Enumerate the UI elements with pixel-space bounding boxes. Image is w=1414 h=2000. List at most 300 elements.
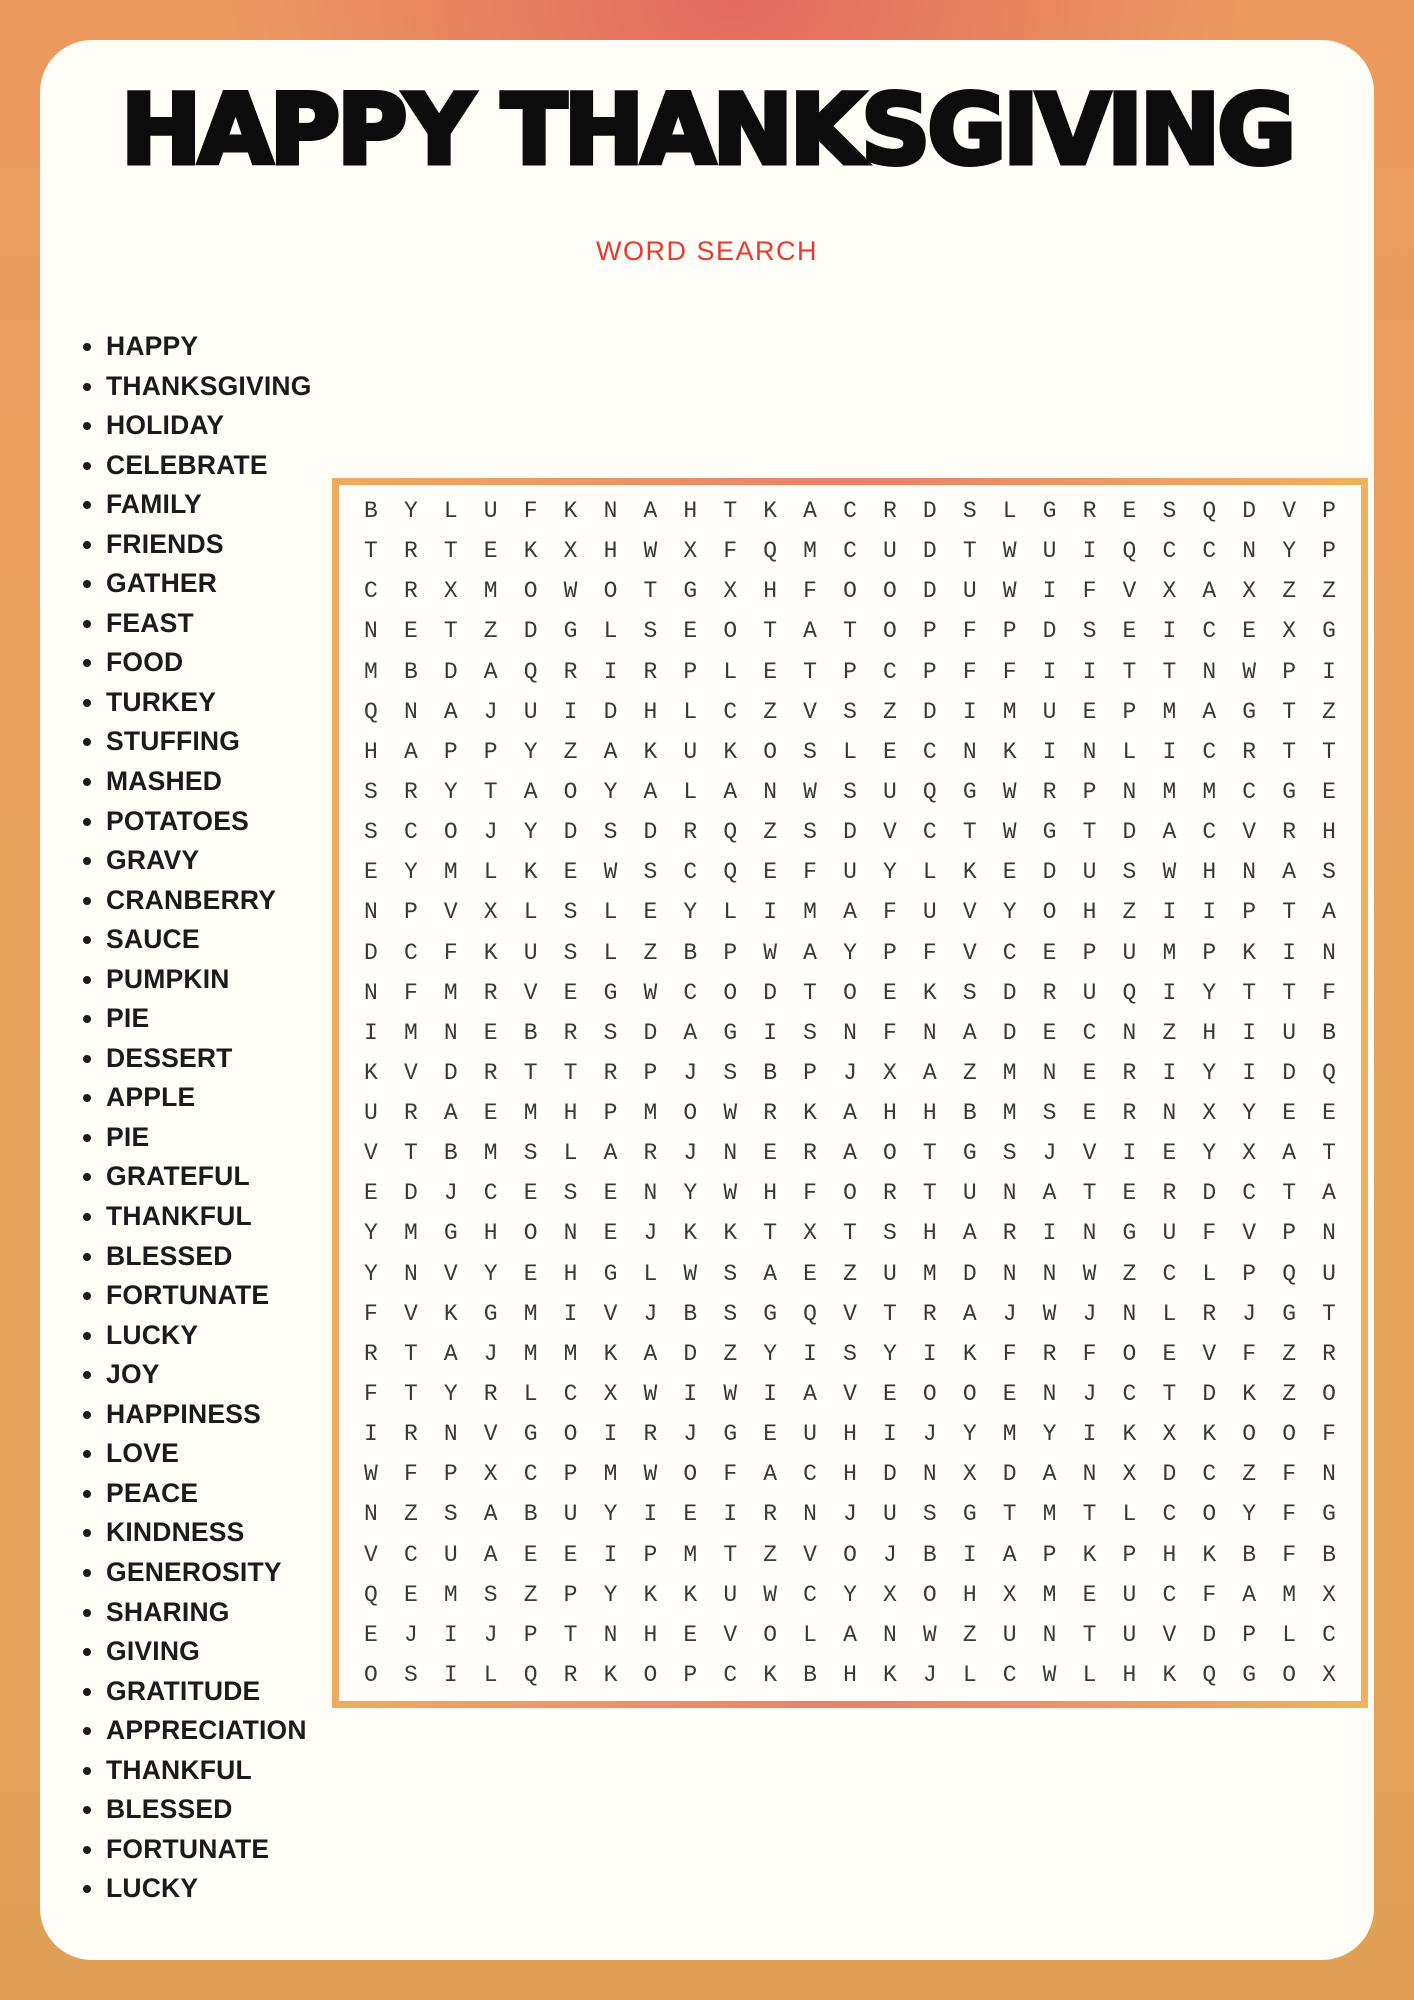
grid-letter: R: [563, 1019, 578, 1046]
grid-letter: S: [364, 819, 378, 846]
grid-letter: U: [883, 1501, 897, 1528]
word-list-item: • JOY: [106, 1355, 312, 1395]
grid-letter: M: [643, 1100, 658, 1127]
word-list-item: • THANKFUL: [106, 1197, 312, 1237]
grid-letter: U: [1082, 979, 1097, 1006]
grid-letter: A: [962, 1220, 977, 1247]
grid-letter: D: [1002, 1461, 1017, 1488]
grid-letter: F: [1282, 1541, 1297, 1568]
grid-letter: R: [1122, 1100, 1137, 1127]
grid-letter: H: [922, 1220, 937, 1247]
grid-letter: E: [1122, 498, 1137, 525]
grid-letter: L: [603, 618, 618, 645]
grid-letter: F: [1282, 1501, 1297, 1528]
grid-letter: K: [1202, 1421, 1217, 1448]
grid-letter: D: [962, 1260, 977, 1287]
grid-letter: Z: [1282, 1340, 1297, 1367]
word-list-item: • TURKEY: [106, 683, 312, 723]
grid-letter: G: [763, 1300, 778, 1327]
word-list-item: • FRIENDS: [106, 525, 312, 565]
grid-letter: S: [1002, 1140, 1017, 1167]
grid-letter: A: [1202, 578, 1217, 605]
grid-letter: O: [1042, 899, 1057, 926]
grid-letter: F: [523, 498, 538, 525]
grid-letter: F: [803, 859, 817, 886]
grid-letter: X: [483, 1461, 498, 1488]
grid-letter: A: [843, 1100, 857, 1127]
grid-letter: C: [403, 819, 418, 846]
grid-letter: Q: [523, 1661, 538, 1688]
grid-letter: T: [1082, 819, 1097, 846]
grid-letter: P: [483, 738, 498, 765]
grid-letter: B: [1242, 1541, 1257, 1568]
grid-letter: G: [603, 1260, 618, 1287]
grid-letter: U: [443, 1541, 458, 1568]
grid-letter: I: [883, 1421, 897, 1448]
grid-letter: G: [603, 979, 618, 1006]
grid-letter: A: [1042, 1461, 1057, 1488]
grid-letter: X: [1242, 1140, 1257, 1167]
word-list: [66, 327, 312, 1909]
grid-letter: Y: [403, 498, 418, 525]
grid-letter: O: [1122, 1340, 1137, 1367]
grid-letter: U: [523, 698, 538, 725]
grid-letter: K: [483, 939, 498, 966]
grid-letter: G: [962, 1140, 977, 1167]
grid-letter: E: [1122, 1180, 1137, 1207]
grid-letter: C: [1122, 1380, 1137, 1407]
grid-letter: Y: [1202, 979, 1217, 1006]
grid-letter: C: [1002, 1661, 1017, 1688]
grid-letter: D: [1042, 618, 1057, 645]
grid-letter: F: [1002, 658, 1017, 685]
grid-letter: Z: [1122, 1260, 1137, 1287]
grid-letter: B: [1322, 1541, 1336, 1568]
grid-letter: M: [1162, 698, 1177, 725]
grid-letter: H: [563, 1260, 578, 1287]
grid-letter: P: [523, 1621, 538, 1648]
grid-letter: F: [1002, 1340, 1017, 1367]
grid-letter: I: [1042, 578, 1057, 605]
grid-letter: T: [883, 1300, 897, 1327]
grid-letter: W: [1002, 778, 1017, 805]
grid-letter: B: [803, 1661, 817, 1688]
grid-letter: R: [1242, 738, 1257, 765]
grid-letter: E: [1042, 1019, 1057, 1046]
grid-letter: Q: [1202, 498, 1217, 525]
grid-letter: N: [883, 1621, 897, 1648]
grid-letter: H: [843, 1421, 857, 1448]
grid-letter: E: [523, 1541, 538, 1568]
grid-letter: I: [443, 1621, 458, 1648]
grid-letter: M: [1162, 939, 1177, 966]
grid-letter: O: [843, 1180, 857, 1207]
grid-letter: Y: [603, 778, 618, 805]
grid-letter: U: [843, 859, 857, 886]
grid-letter: G: [1122, 1220, 1137, 1247]
grid-letter: E: [643, 899, 658, 926]
grid-letter: I: [603, 1421, 618, 1448]
grid-letter: R: [683, 819, 698, 846]
grid-letter: G: [483, 1300, 498, 1327]
grid-letter: B: [1322, 1019, 1336, 1046]
grid-letter: I: [603, 658, 618, 685]
grid-letter: U: [883, 538, 897, 565]
grid-letter: U: [563, 1501, 578, 1528]
grid-letter: A: [763, 1260, 778, 1287]
grid-letter: M: [364, 658, 378, 685]
grid-letter: Q: [723, 859, 738, 886]
word-list-item: • PEACE: [106, 1474, 312, 1514]
grid-letter: U: [723, 1581, 738, 1608]
grid-letter: R: [1002, 1220, 1017, 1247]
grid-letter: C: [1202, 618, 1217, 645]
grid-letter: G: [1242, 1661, 1257, 1688]
grid-letter: A: [1282, 859, 1297, 886]
grid-letter: W: [643, 979, 658, 1006]
grid-letter: O: [364, 1661, 378, 1688]
grid-letter: P: [643, 1541, 658, 1568]
grid-letter: P: [1242, 1621, 1257, 1648]
grid-letter: L: [1162, 1300, 1177, 1327]
grid-letter: B: [523, 1501, 538, 1528]
grid-letter: C: [1322, 1621, 1336, 1648]
grid-letter: S: [563, 939, 578, 966]
grid-letter: S: [803, 1019, 817, 1046]
grid-letter: Z: [1322, 698, 1336, 725]
grid-letter: R: [403, 578, 418, 605]
grid-letter: L: [843, 738, 857, 765]
grid-letter: X: [1122, 1461, 1137, 1488]
grid-letter: D: [922, 578, 937, 605]
word-list-item: • THANKFUL: [106, 1751, 312, 1791]
grid-letter: A: [843, 1140, 857, 1167]
grid-letter: E: [1282, 1100, 1297, 1127]
grid-letter: K: [763, 498, 778, 525]
grid-letter: H: [843, 1461, 857, 1488]
grid-letter: M: [1002, 698, 1017, 725]
grid-letter: J: [1082, 1300, 1097, 1327]
grid-letter: I: [1282, 939, 1297, 966]
grid-letter: A: [843, 899, 857, 926]
grid-letter: U: [1042, 698, 1057, 725]
grid-letter: M: [443, 1581, 458, 1608]
grid-letter: W: [1242, 658, 1257, 685]
grid-letter: T: [1002, 1501, 1017, 1528]
grid-letter: X: [443, 578, 458, 605]
grid-letter: X: [883, 1581, 897, 1608]
grid-letter: U: [483, 498, 498, 525]
grid-letter: P: [1082, 778, 1097, 805]
grid-letter: N: [1322, 1461, 1336, 1488]
grid-letter: E: [883, 1380, 897, 1407]
grid-letter: A: [962, 1300, 977, 1327]
grid-letter: V: [843, 1380, 857, 1407]
grid-letter: F: [403, 979, 418, 1006]
grid-letter: Q: [723, 819, 738, 846]
grid-letter: K: [1082, 1541, 1097, 1568]
grid-letter: M: [403, 1220, 418, 1247]
word-list-item: • KINDNESS: [106, 1513, 312, 1553]
grid-letter: S: [883, 1220, 897, 1247]
grid-letter: A: [443, 1340, 458, 1367]
grid-letter: U: [962, 578, 977, 605]
grid-letter: I: [1122, 1140, 1137, 1167]
grid-letter: E: [683, 1621, 698, 1648]
grid-letter: O: [843, 979, 857, 1006]
grid-letter: E: [1082, 698, 1097, 725]
grid-letter: B: [523, 1019, 538, 1046]
grid-letter: V: [364, 1541, 378, 1568]
grid-letter: S: [962, 979, 977, 1006]
grid-letter: W: [1002, 819, 1017, 846]
grid-letter: N: [1122, 778, 1137, 805]
word-list-item: • HAPPINESS: [106, 1395, 312, 1435]
grid-letter: S: [1122, 859, 1137, 886]
grid-letter: D: [883, 1461, 897, 1488]
grid-letter: X: [1162, 1421, 1177, 1448]
grid-letter: U: [1322, 1260, 1336, 1287]
grid-letter: B: [403, 658, 418, 685]
grid-letter: W: [723, 1180, 738, 1207]
grid-letter: W: [763, 939, 778, 966]
grid-letter: F: [1202, 1581, 1217, 1608]
grid-letter: T: [1082, 1501, 1097, 1528]
grid-letter: P: [723, 939, 738, 966]
grid-letter: J: [483, 1340, 498, 1367]
grid-letter: O: [922, 1380, 937, 1407]
grid-letter: F: [364, 1380, 378, 1407]
grid-letter: E: [603, 1220, 618, 1247]
grid-letter: A: [643, 778, 658, 805]
grid-letter: F: [723, 1461, 738, 1488]
grid-letter: G: [1242, 698, 1257, 725]
grid-letter: O: [563, 1421, 578, 1448]
grid-letter: N: [763, 778, 778, 805]
grid-letter: P: [1202, 939, 1217, 966]
grid-letter: X: [483, 899, 498, 926]
grid-letter: S: [603, 819, 618, 846]
grid-letter: X: [1322, 1661, 1336, 1688]
grid-letter: W: [1162, 859, 1177, 886]
grid-letter: R: [1042, 979, 1057, 1006]
grid-letter: M: [1282, 1581, 1297, 1608]
grid-letter: Y: [443, 778, 458, 805]
grid-letter: H: [843, 1661, 857, 1688]
grid-letter: I: [1082, 1421, 1097, 1448]
grid-letter: T: [1322, 1300, 1336, 1327]
grid-letter: Z: [763, 698, 778, 725]
grid-letter: R: [883, 498, 897, 525]
grid-letter: I: [443, 1661, 458, 1688]
grid-letter: Z: [843, 1260, 857, 1287]
grid-letter: C: [683, 979, 698, 1006]
grid-letter: T: [922, 1140, 937, 1167]
grid-letter: T: [643, 578, 658, 605]
grid-letter: R: [1042, 1340, 1057, 1367]
word-list-item: • FOOD: [106, 643, 312, 683]
grid-letter: N: [403, 698, 418, 725]
grid-letter: H: [364, 738, 378, 765]
word-list-item: • STUFFING: [106, 722, 312, 762]
grid-letter: K: [723, 1220, 738, 1247]
grid-letter: A: [603, 1140, 618, 1167]
grid-letter: M: [803, 538, 817, 565]
grid-letter: K: [683, 1220, 698, 1247]
grid-letter: U: [1122, 939, 1137, 966]
grid-letter: O: [843, 1541, 857, 1568]
grid-letter: W: [1042, 1661, 1057, 1688]
grid-letter: H: [883, 1100, 897, 1127]
page-subtitle: WORD SEARCH: [595, 236, 818, 266]
grid-letter: D: [1202, 1621, 1217, 1648]
grid-letter: C: [1202, 538, 1217, 565]
grid-letter: P: [883, 939, 897, 966]
grid-letter: R: [803, 1140, 817, 1167]
grid-letter: R: [483, 1059, 498, 1086]
grid-letter: T: [1122, 658, 1137, 685]
grid-letter: D: [523, 618, 538, 645]
grid-letter: K: [603, 1340, 618, 1367]
grid-letter: I: [723, 1501, 738, 1528]
grid-letter: L: [483, 1661, 498, 1688]
word-list-item: • PIE: [106, 999, 312, 1039]
grid-letter: N: [1082, 1220, 1097, 1247]
grid-letter: A: [483, 658, 498, 685]
grid-letter: K: [643, 738, 658, 765]
grid-letter: W: [643, 1461, 658, 1488]
grid-letter: U: [1122, 1621, 1137, 1648]
grid-letter: P: [1282, 1220, 1297, 1247]
grid-letter: M: [1042, 1581, 1057, 1608]
grid-letter: N: [1322, 939, 1336, 966]
grid-letter: E: [763, 859, 778, 886]
grid-letter: A: [803, 1380, 817, 1407]
grid-letter: Z: [962, 1621, 977, 1648]
grid-letter: T: [1162, 658, 1177, 685]
grid-letter: S: [723, 1300, 738, 1327]
grid-letter: P: [843, 658, 857, 685]
word-list-item: • GENEROSITY: [106, 1553, 312, 1593]
grid-letter: E: [1002, 1380, 1017, 1407]
grid-letter: F: [803, 1180, 817, 1207]
grid-letter: M: [523, 1100, 538, 1127]
grid-letter: T: [443, 618, 458, 645]
grid-letter: O: [723, 979, 738, 1006]
grid-letter: H: [1162, 1541, 1177, 1568]
grid-letter: J: [1042, 1140, 1057, 1167]
grid-letter: M: [563, 1340, 578, 1367]
grid-letter: N: [1242, 859, 1257, 886]
grid-letter: Z: [962, 1059, 977, 1086]
grid-letter: Q: [1282, 1260, 1297, 1287]
grid-letter: U: [883, 1260, 897, 1287]
grid-letter: C: [1002, 939, 1017, 966]
grid-letter: H: [603, 538, 618, 565]
grid-letter: S: [643, 859, 658, 886]
grid-letter: A: [643, 1340, 658, 1367]
grid-letter: X: [1322, 1581, 1336, 1608]
grid-letter: B: [443, 1140, 458, 1167]
grid-letter: J: [483, 819, 498, 846]
grid-letter: N: [1042, 1621, 1057, 1648]
grid-letter: W: [723, 1100, 738, 1127]
grid-letter: A: [922, 1059, 937, 1086]
grid-letter: E: [1082, 1059, 1097, 1086]
grid-letter: P: [1322, 498, 1336, 525]
word-list-item: • FORTUNATE: [106, 1830, 312, 1870]
grid-letter: J: [883, 1541, 897, 1568]
grid-letter: G: [1282, 1300, 1297, 1327]
grid-letter: V: [1122, 578, 1137, 605]
grid-letter: T: [1282, 738, 1297, 765]
grid-letter: T: [1082, 1621, 1097, 1648]
grid-letter: N: [1042, 1380, 1057, 1407]
grid-letter: X: [563, 538, 578, 565]
grid-letter: C: [563, 1380, 578, 1407]
grid-letter: D: [1002, 1019, 1017, 1046]
grid-letter: X: [803, 1220, 817, 1247]
grid-letter: E: [364, 1180, 378, 1207]
grid-letter: I: [1162, 738, 1177, 765]
grid-letter: G: [1282, 778, 1297, 805]
grid-letter: N: [1082, 738, 1097, 765]
grid-letter: N: [1042, 1059, 1057, 1086]
grid-letter: L: [683, 698, 698, 725]
grid-letter: M: [603, 1461, 618, 1488]
grid-letter: Y: [683, 1180, 698, 1207]
grid-letter: L: [1122, 1501, 1137, 1528]
grid-letter: R: [563, 658, 578, 685]
grid-letter: G: [723, 1421, 738, 1448]
grid-letter: C: [922, 819, 937, 846]
grid-letter: X: [603, 1380, 618, 1407]
grid-letter: Z: [1162, 1019, 1177, 1046]
grid-letter: C: [883, 658, 897, 685]
grid-letter: G: [962, 1501, 977, 1528]
grid-letter: P: [922, 618, 937, 645]
grid-letter: T: [803, 658, 817, 685]
grid-letter: T: [443, 538, 458, 565]
grid-letter: U: [364, 1100, 378, 1127]
grid-letter: K: [523, 538, 538, 565]
grid-letter: H: [563, 1100, 578, 1127]
grid-letter: P: [1002, 618, 1017, 645]
grid-letter: N: [1162, 1100, 1177, 1127]
grid-letter: N: [1042, 1260, 1057, 1287]
grid-letter: O: [962, 1380, 977, 1407]
grid-letter: N: [922, 1019, 937, 1046]
grid-letter: T: [403, 1380, 418, 1407]
grid-letter: M: [483, 578, 498, 605]
grid-letter: N: [364, 979, 378, 1006]
grid-letter: J: [403, 1621, 418, 1648]
grid-letter: T: [1322, 738, 1336, 765]
grid-frame: [332, 478, 1368, 1708]
grid-letter: A: [523, 778, 538, 805]
grid-letter: I: [1242, 1019, 1257, 1046]
grid-letter: X: [1282, 618, 1297, 645]
grid-letter: F: [962, 618, 977, 645]
grid-letter: E: [883, 738, 897, 765]
grid-letter: H: [1082, 899, 1097, 926]
grid-letter: A: [603, 738, 618, 765]
grid-letter: T: [803, 979, 817, 1006]
grid-letter: T: [723, 1541, 738, 1568]
grid-letter: Y: [364, 1260, 378, 1287]
grid-letter: Z: [1122, 899, 1137, 926]
grid-letter: M: [403, 1019, 418, 1046]
